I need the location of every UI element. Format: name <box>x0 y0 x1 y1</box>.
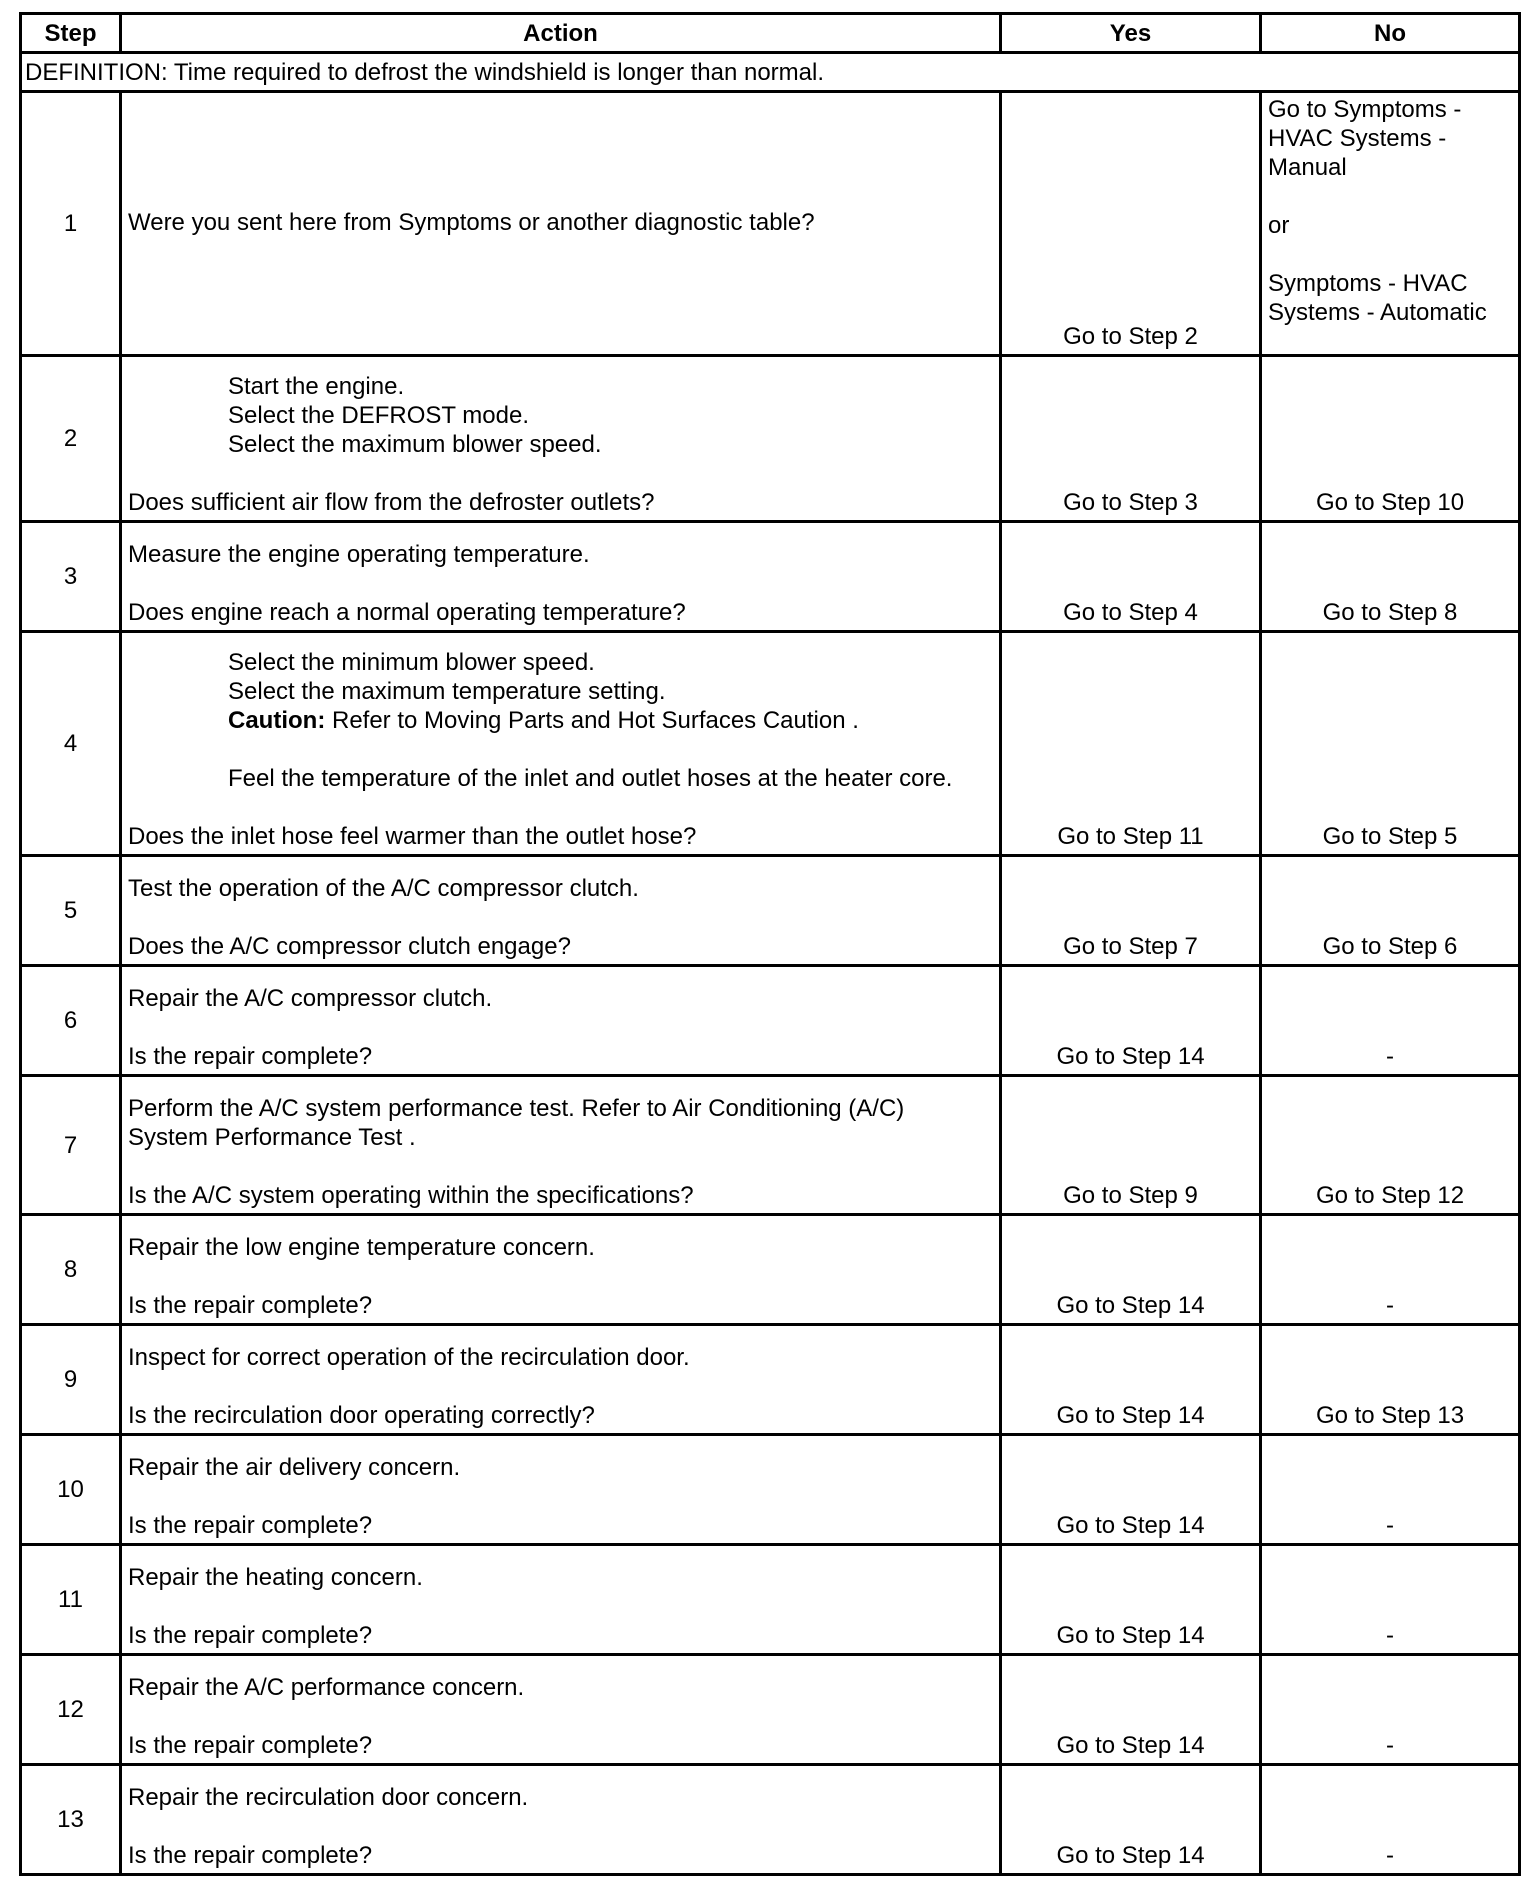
action-text: Measure the engine operating temperature. <box>128 541 590 568</box>
step-number: 3 <box>21 522 121 632</box>
action-text: Repair the low engine temperature concern. <box>128 1234 595 1261</box>
step-number: 5 <box>21 856 121 966</box>
table-row <box>21 356 1520 522</box>
action-substep: Select the DEFROST mode. <box>228 402 530 429</box>
action-substep: Select the minimum blower speed. <box>228 649 595 676</box>
step-number: 7 <box>21 1076 121 1215</box>
step-number: 2 <box>21 356 121 522</box>
action-text: Test the operation of the A/C compressor clutch. <box>128 875 639 902</box>
action-text: Repair the recirculation door concern. <box>128 1784 529 1811</box>
yes-cell: Go to Step 14 <box>1001 1545 1261 1655</box>
no-cell: - <box>1261 1215 1520 1325</box>
table-row <box>21 1655 1520 1765</box>
no-cell: - <box>1261 1765 1520 1875</box>
yes-cell: Go to Step 14 <box>1001 1655 1261 1765</box>
caution-label: Caution: <box>228 707 326 734</box>
table-row <box>21 856 1520 966</box>
action-question: Is the repair complete? <box>128 1622 373 1649</box>
action-text: Perform the A/C system performance test. Refer to Air Conditioning (A/C) <box>128 1095 905 1122</box>
action-question: Does the A/C compressor clutch engage? <box>128 933 571 960</box>
action-cell <box>121 1435 1001 1545</box>
diagnostic-table <box>19 12 1521 1876</box>
yes-cell: Go to Step 14 <box>1001 1215 1261 1325</box>
action-question: Is the recirculation door operating correctly? <box>128 1402 595 1429</box>
action-cell <box>121 632 1001 856</box>
no-cell: Go to Step 6 <box>1261 856 1520 966</box>
yes-cell: Go to Step 3 <box>1001 356 1261 522</box>
no-line: Manual <box>1268 154 1347 181</box>
header-row <box>21 14 1520 53</box>
step-number: 1 <box>21 92 121 356</box>
action-substep: Select the maximum temperature setting. <box>228 678 666 705</box>
action-question: Is the repair complete? <box>128 1043 373 1070</box>
no-cell <box>1261 92 1520 356</box>
yes-cell: Go to Step 14 <box>1001 1765 1261 1875</box>
action-cell <box>121 1215 1001 1325</box>
action-question: Were you sent here from Symptoms or another diagnostic table? <box>128 208 815 236</box>
yes-cell: Go to Step 4 <box>1001 522 1261 632</box>
action-question: Is the repair complete? <box>128 1512 373 1539</box>
header-no: No <box>1261 14 1520 53</box>
action-question: Does engine reach a normal operating temperature? <box>128 599 686 626</box>
no-cell: Go to Step 8 <box>1261 522 1520 632</box>
definition-text: DEFINITION: Time required to defrost the windshield is longer than normal. <box>21 53 1520 92</box>
action-cell <box>121 1545 1001 1655</box>
no-cell: Go to Step 5 <box>1261 632 1520 856</box>
action-cell <box>121 856 1001 966</box>
caution-line <box>128 706 993 735</box>
step-number: 8 <box>21 1215 121 1325</box>
no-cell: - <box>1261 1655 1520 1765</box>
no-cell: Go to Step 13 <box>1261 1325 1520 1435</box>
no-cell: Go to Step 12 <box>1261 1076 1520 1215</box>
step-number: 12 <box>21 1655 121 1765</box>
yes-cell: Go to Step 14 <box>1001 1325 1261 1435</box>
caution-text: Refer to Moving Parts and Hot Surfaces Caution . <box>325 707 859 734</box>
table-row <box>21 92 1520 356</box>
action-cell <box>121 966 1001 1076</box>
definition-row <box>21 53 1520 92</box>
no-line: Go to Symptoms - <box>1268 96 1462 123</box>
table-row <box>21 522 1520 632</box>
action-text: Repair the A/C performance concern. <box>128 1674 525 1701</box>
no-cell: - <box>1261 1435 1520 1545</box>
action-substep: Select the maximum blower speed. <box>228 431 602 458</box>
action-question: Is the repair complete? <box>128 1732 373 1759</box>
action-text: Inspect for correct operation of the recirculation door. <box>128 1344 690 1371</box>
step-number: 6 <box>21 966 121 1076</box>
yes-cell: Go to Step 11 <box>1001 632 1261 856</box>
table-row <box>21 1435 1520 1545</box>
table-row <box>21 966 1520 1076</box>
action-text: Repair the heating concern. <box>128 1564 423 1591</box>
diagnostic-table-container <box>19 12 1518 1876</box>
no-cell: - <box>1261 966 1520 1076</box>
action-question: Is the repair complete? <box>128 1842 373 1869</box>
yes-cell: Go to Step 7 <box>1001 856 1261 966</box>
action-question: Is the A/C system operating within the specifications? <box>128 1182 694 1209</box>
yes-cell: Go to Step 2 <box>1001 92 1261 356</box>
table-row <box>21 1076 1520 1215</box>
step-number: 10 <box>21 1435 121 1545</box>
yes-cell: Go to Step 14 <box>1001 1435 1261 1545</box>
table-row <box>21 1325 1520 1435</box>
action-substep: Feel the temperature of the inlet and outlet hoses at the heater core. <box>228 765 953 792</box>
no-line: Symptoms - HVAC <box>1268 270 1468 297</box>
table-row <box>21 1765 1520 1875</box>
table-row <box>21 1545 1520 1655</box>
no-line: Systems - Automatic <box>1268 299 1487 326</box>
action-cell <box>121 1076 1001 1215</box>
action-cell <box>121 522 1001 632</box>
step-number: 4 <box>21 632 121 856</box>
action-question: Does sufficient air flow from the defroster outlets? <box>128 489 655 516</box>
action-text: Repair the A/C compressor clutch. <box>128 985 493 1012</box>
no-line: or <box>1268 212 1290 239</box>
table-row <box>21 1215 1520 1325</box>
step-number: 11 <box>21 1545 121 1655</box>
action-cell <box>121 92 1001 356</box>
action-text: System Performance Test . <box>128 1124 416 1151</box>
header-yes: Yes <box>1001 14 1261 53</box>
no-line: HVAC Systems - <box>1268 125 1447 152</box>
action-question: Is the repair complete? <box>128 1292 373 1319</box>
action-cell <box>121 1655 1001 1765</box>
header-action: Action <box>121 14 1001 53</box>
action-cell <box>121 1765 1001 1875</box>
yes-cell: Go to Step 14 <box>1001 966 1261 1076</box>
table-row <box>21 632 1520 856</box>
no-cell: - <box>1261 1545 1520 1655</box>
header-step: Step <box>21 14 121 53</box>
step-number: 9 <box>21 1325 121 1435</box>
action-cell <box>121 1325 1001 1435</box>
action-substep: Start the engine. <box>228 373 405 400</box>
no-cell: Go to Step 10 <box>1261 356 1520 522</box>
step-number: 13 <box>21 1765 121 1875</box>
action-text: Repair the air delivery concern. <box>128 1454 461 1481</box>
yes-cell: Go to Step 9 <box>1001 1076 1261 1215</box>
action-cell <box>121 356 1001 522</box>
action-question: Does the inlet hose feel warmer than the outlet hose? <box>128 823 697 850</box>
